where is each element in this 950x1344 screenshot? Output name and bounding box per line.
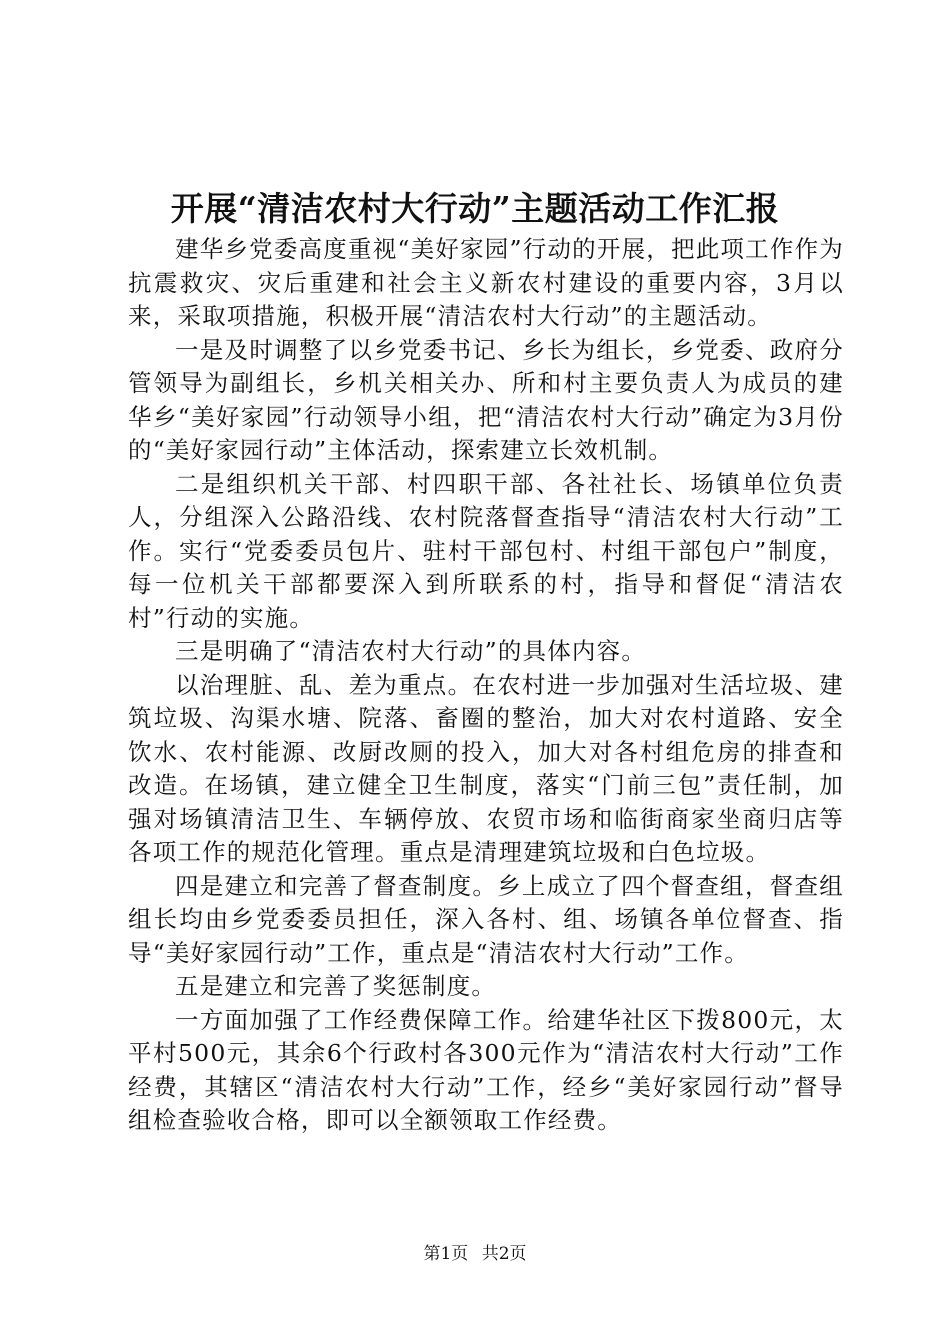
page-footer <box>0 1242 950 1266</box>
page-number-current: 第1页 <box>423 1244 469 1264</box>
paragraph-measure-5: 五是建立和完善了奖惩制度。 <box>175 972 497 1000</box>
paragraph-measure-3: 三是明确了“清洁农村大行动”的具体内容。 <box>175 637 647 665</box>
document-title: 开展“清洁农村大行动”主题活动工作汇报 <box>170 189 780 228</box>
paragraph-measure-3-detail: 以治理脏、乱、差为重点。在农村进一步加强对生活垃圾、建筑垃圾、沟渠水塘、院落、畜圈的整治，加大对农村道路、安全饮水、农村能源、改厨改厕的投入，加大对各村组危房的排查和改造。在场镇，建立健全卫生制度，落实“门前三包”责任制，加强对场镇清洁卫生、车辆停放、农贸市场和临街商家坐商归店等各项工作的规范化管理。重点是清理建筑垃圾和白色垃圾。 <box>128 670 844 866</box>
paragraph-measure-4: 四是建立和完善了督查制度。乡上成立了四个督查组，督查组组长均由乡党委委员担任，深入各村、组、场镇各单位督查、指导“美好家园行动”工作，重点是“清洁农村大行动”工作。 <box>128 871 844 967</box>
paragraph-measure-2: 二是组织机关干部、村四职干部、各社社长、场镇单位负责人，分组深入公路沿线、农村院落督查指导“清洁农村大行动”工作。实行“党委委员包片、驻村干部包村、村组干部包户”制度，每一位机关干部都要深入到所联系的村，指导和督促“清洁农村”行动的实施。 <box>128 469 844 632</box>
paragraph-measure-1: 一是及时调整了以乡党委书记、乡长为组长，乡党委、政府分管领导为副组长，乡机关相关办、所和村主要负责人为成员的建华乡“美好家园”行动领导小组，把“清洁农村大行动”确定为3月份的“美好家园行动”主体活动，探索建立长效机制。 <box>128 335 844 464</box>
paragraph-intro: 建华乡党委高度重视“美好家园”行动的开展，把此项工作作为抗震救灾、灾后重建和社会主义新农村建设的重要内容，3月以来，采取项措施，积极开展“清洁农村大行动”的主题活动。 <box>128 235 844 330</box>
page-number-total: 共2页 <box>481 1244 527 1264</box>
document-body <box>128 233 844 1138</box>
paragraph-measure-5-detail: 一方面加强了工作经费保障工作。给建华社区下拨800元，太平村500元，其余6个行政村各300元作为“清洁农村大行动”工作经费，其辖区“清洁农村大行动”工作，经乡“美好家园行动”督导组检查验收合格，即可以全额领取工作经费。 <box>128 1005 844 1134</box>
